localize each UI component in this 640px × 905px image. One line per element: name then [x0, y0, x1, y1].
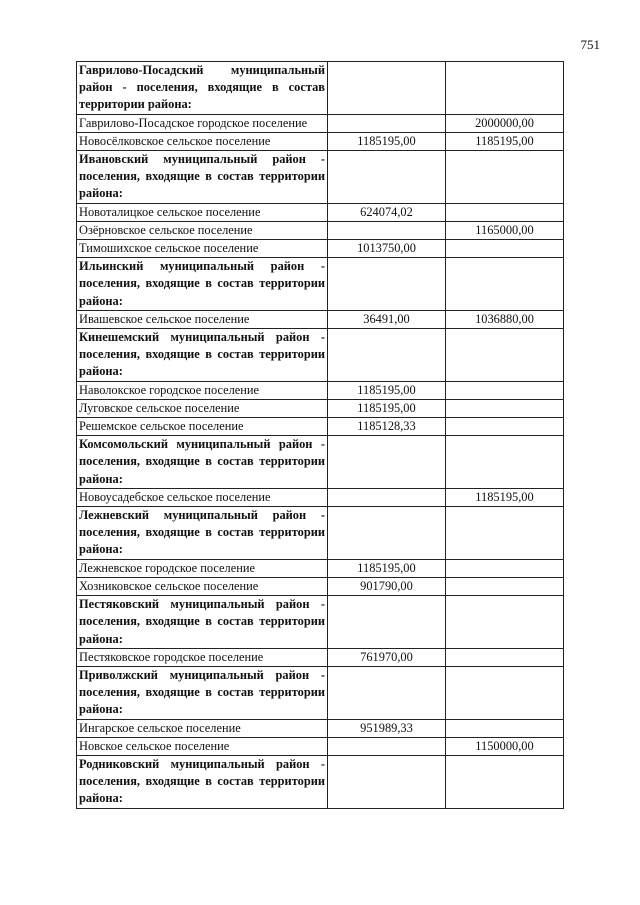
table-row [77, 577, 564, 595]
district-name-cell: Лежневский муниципальный район - поселения, входящие в состав территории района: [77, 507, 328, 560]
district-name-cell: Родниковский муниципальный район - поселения, входящие в состав территории района: [77, 755, 328, 808]
district-name-cell: Ивановский муниципальный район - поселения, входящие в состав территории района: [77, 151, 328, 204]
settlement-name-cell: Новосёлковское сельское поселение [77, 132, 328, 150]
amount-cell-2 [446, 240, 564, 258]
budget-table [76, 61, 564, 809]
amount-cell-2 [446, 719, 564, 737]
amount-cell-2: 2000000,00 [446, 114, 564, 132]
amount-cell-2 [446, 596, 564, 649]
amount-cell-2: 1150000,00 [446, 737, 564, 755]
amount-cell-2 [446, 399, 564, 417]
amount-cell-1: 1185195,00 [328, 559, 446, 577]
amount-cell-2: 1036880,00 [446, 310, 564, 328]
table-row [77, 310, 564, 328]
district-name-cell: Приволжский муниципальный район - поселения, входящие в состав территории района: [77, 666, 328, 719]
settlement-name-cell: Луговское сельское поселение [77, 399, 328, 417]
amount-cell-1 [328, 151, 446, 204]
amount-cell-2 [446, 258, 564, 311]
settlement-name-cell: Гаврилово-Посадское городское поселение [77, 114, 328, 132]
amount-cell-2: 1165000,00 [446, 221, 564, 239]
amount-cell-1 [328, 507, 446, 560]
settlement-name-cell: Лежневское городское поселение [77, 559, 328, 577]
district-header-row [77, 258, 564, 311]
settlement-name-cell: Ивашевское сельское поселение [77, 310, 328, 328]
amount-cell-1: 761970,00 [328, 648, 446, 666]
amount-cell-1 [328, 488, 446, 506]
district-header-row [77, 755, 564, 808]
amount-cell-1 [328, 666, 446, 719]
amount-cell-2 [446, 62, 564, 115]
amount-cell-2: 1185195,00 [446, 132, 564, 150]
district-name-cell: Комсомольский муниципальный район - поселения, входящие в состав территории района: [77, 436, 328, 489]
amount-cell-2 [446, 329, 564, 382]
settlement-name-cell: Тимошихское сельское поселение [77, 240, 328, 258]
settlement-name-cell: Новоусадебское сельское поселение [77, 488, 328, 506]
table-row [77, 221, 564, 239]
district-name-cell: Пестяковский муниципальный район - поселения, входящие в состав территории района: [77, 596, 328, 649]
district-name-cell: Ильинский муниципальный район - поселения, входящие в состав территории района: [77, 258, 328, 311]
table-row [77, 559, 564, 577]
table-row [77, 114, 564, 132]
settlement-name-cell: Новское сельское поселение [77, 737, 328, 755]
settlement-name-cell: Пестяковское городское поселение [77, 648, 328, 666]
settlement-name-cell: Ингарское сельское поселение [77, 719, 328, 737]
district-header-row [77, 507, 564, 560]
amount-cell-1: 1185195,00 [328, 381, 446, 399]
amount-cell-1: 1185195,00 [328, 132, 446, 150]
settlement-name-cell: Хозниковское сельское поселение [77, 577, 328, 595]
table-row [77, 381, 564, 399]
table-row [77, 719, 564, 737]
amount-cell-1 [328, 258, 446, 311]
amount-cell-1 [328, 436, 446, 489]
amount-cell-1 [328, 221, 446, 239]
district-header-row [77, 62, 564, 115]
district-header-row [77, 596, 564, 649]
table-row [77, 399, 564, 417]
settlement-name-cell: Решемское сельское поселение [77, 418, 328, 436]
amount-cell-2 [446, 151, 564, 204]
district-header-row [77, 436, 564, 489]
settlement-name-cell: Озёрновское сельское поселение [77, 221, 328, 239]
amount-cell-1 [328, 755, 446, 808]
amount-cell-2 [446, 559, 564, 577]
amount-cell-2 [446, 666, 564, 719]
amount-cell-1 [328, 596, 446, 649]
amount-cell-1: 951989,33 [328, 719, 446, 737]
amount-cell-1: 901790,00 [328, 577, 446, 595]
page-number: 751 [580, 37, 600, 52]
amount-cell-2 [446, 648, 564, 666]
table-row [77, 737, 564, 755]
amount-cell-1: 36491,00 [328, 310, 446, 328]
amount-cell-1: 1185128,33 [328, 418, 446, 436]
amount-cell-1 [328, 329, 446, 382]
district-header-row [77, 329, 564, 382]
amount-cell-1 [328, 62, 446, 115]
amount-cell-2 [446, 418, 564, 436]
amount-cell-1: 1013750,00 [328, 240, 446, 258]
district-header-row [77, 151, 564, 204]
amount-cell-1 [328, 737, 446, 755]
amount-cell-1 [328, 114, 446, 132]
amount-cell-2 [446, 755, 564, 808]
table-row [77, 203, 564, 221]
amount-cell-2 [446, 436, 564, 489]
table-body [77, 62, 564, 809]
table-row [77, 418, 564, 436]
table-row [77, 488, 564, 506]
settlement-name-cell: Наволокское городское поселение [77, 381, 328, 399]
settlement-name-cell: Новоталицкое сельское поселение [77, 203, 328, 221]
district-name-cell: Гаврилово-Посадский муниципальный район - поселения, входящие в состав территории района: [77, 62, 328, 115]
table-row [77, 240, 564, 258]
amount-cell-1: 1185195,00 [328, 399, 446, 417]
amount-cell-1: 624074,02 [328, 203, 446, 221]
amount-cell-2 [446, 381, 564, 399]
amount-cell-2 [446, 577, 564, 595]
district-header-row [77, 666, 564, 719]
table-row [77, 648, 564, 666]
amount-cell-2 [446, 203, 564, 221]
district-name-cell: Кинешемский муниципальный район - поселения, входящие в состав территории района: [77, 329, 328, 382]
amount-cell-2 [446, 507, 564, 560]
table-row [77, 132, 564, 150]
amount-cell-2: 1185195,00 [446, 488, 564, 506]
